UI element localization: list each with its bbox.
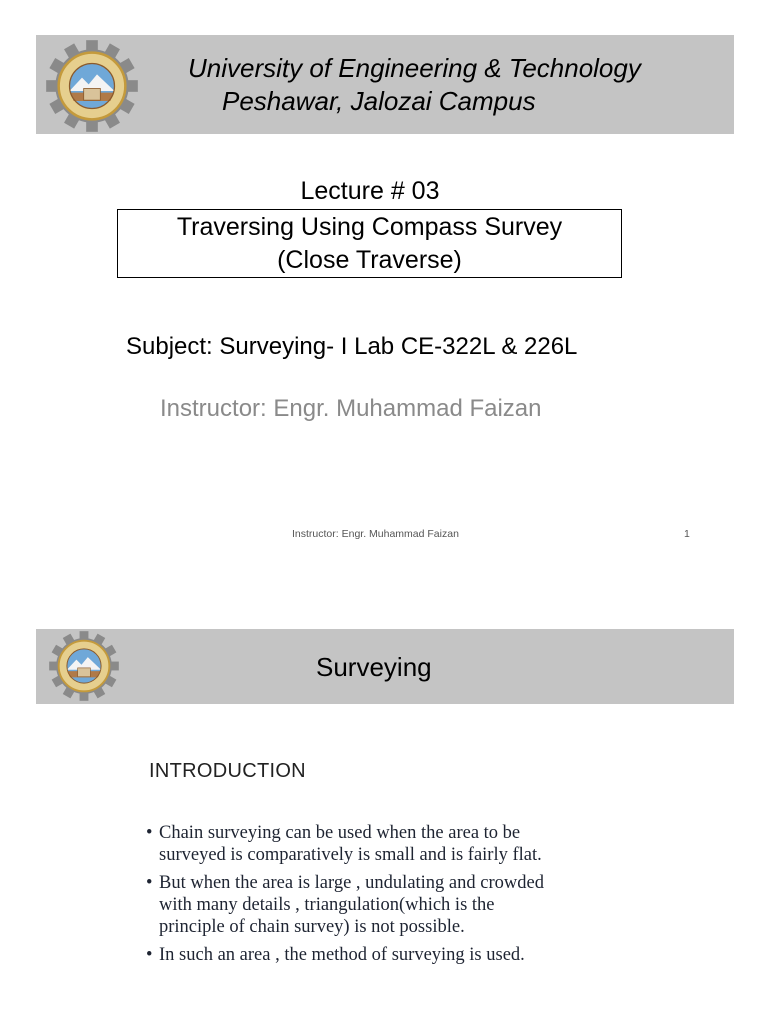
slide-page-number: 1 <box>684 528 690 540</box>
lecture-title-box <box>117 209 622 278</box>
bullet-dot-icon: • <box>146 945 153 965</box>
instructor-line: Instructor: Engr. Muhammad Faizan <box>160 395 542 422</box>
bullet-item: • But when the area is large , undulating and crowded with many details , triangulation(which is the principle of chain survey) is not possible. <box>146 873 544 937</box>
university-logo-icon <box>30 36 154 136</box>
campus-name: Peshawar, Jalozai Campus <box>222 86 536 116</box>
subject-line: Subject: Surveying- I Lab CE-322L & 226L <box>126 333 578 360</box>
bullet-item: • In such an area , the method of surveying is used. <box>146 945 525 965</box>
introduction-bullet-list <box>146 822 666 972</box>
lecture-number: Lecture # 03 <box>300 177 440 205</box>
bullet-dot-icon: • <box>146 823 153 843</box>
lecture-title-line1: Traversing Using Compass Survey <box>176 213 563 241</box>
bullet-dot-icon: • <box>146 873 153 893</box>
introduction-heading: INTRODUCTION <box>149 760 306 782</box>
university-logo-icon <box>32 628 136 704</box>
slide-footer-instructor: Instructor: Engr. Muhammad Faizan <box>292 528 459 540</box>
university-name: University of Engineering & Technology <box>188 53 641 83</box>
lecture-title-line2: (Close Traverse) <box>277 246 462 274</box>
bullet-item: • Chain surveying can be used when the area to be surveyed is comparatively is small and is fairly flat. <box>146 823 542 865</box>
slide2-title: Surveying <box>316 652 432 682</box>
